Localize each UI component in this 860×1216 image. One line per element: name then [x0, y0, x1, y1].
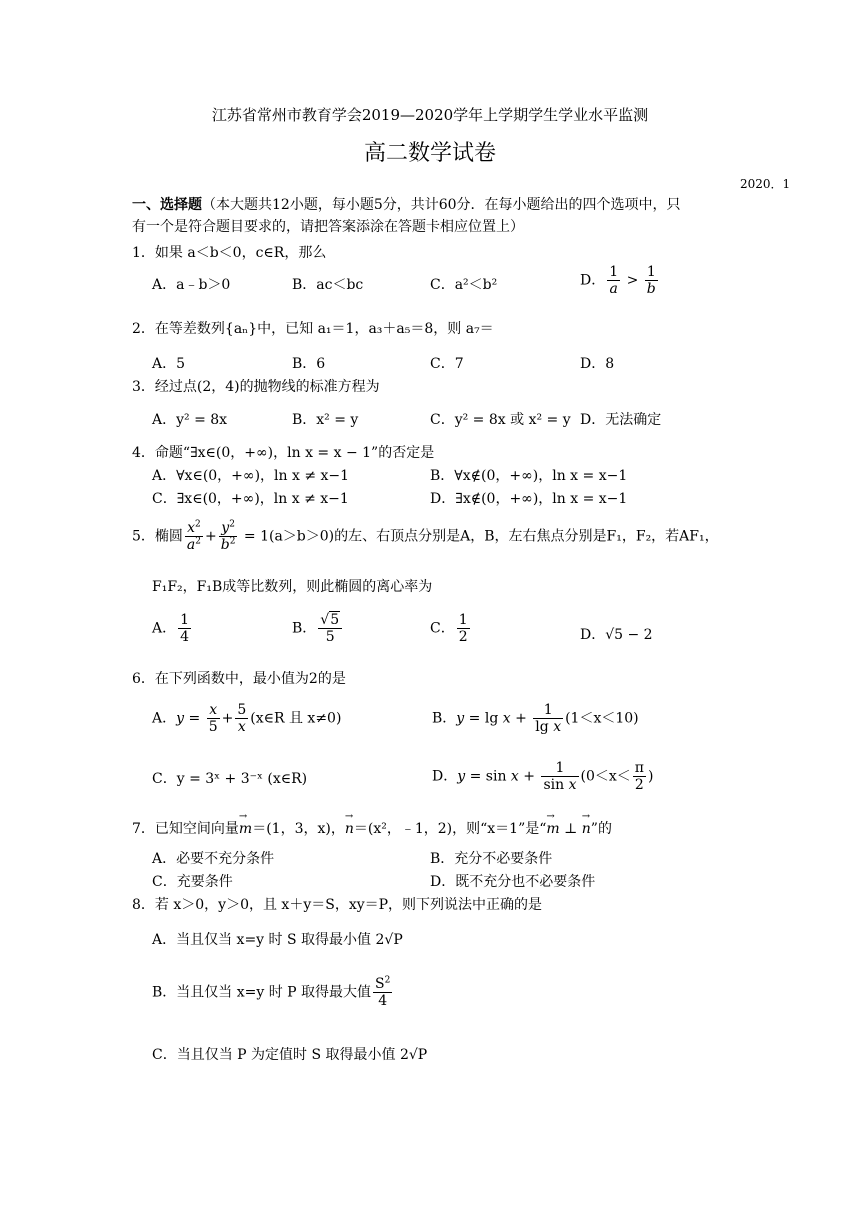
q1-option-b: B．ac＜bc [292, 277, 364, 293]
q4-option-a: A．∀x∈(0，+∞)，ln x ≠ x−1 [152, 468, 350, 484]
q5-option-a-label: A． [152, 620, 177, 637]
q8-option-b: B．当且仅当 x=y 时 P 取得最大值 $\frac{S^2}{4}$ [152, 975, 391, 1010]
q6-option-b-tail: (1＜x＜10) [565, 710, 639, 727]
q5-option-c-label: C． [430, 620, 455, 637]
q5-option-b: B． $\frac{√5}{5}$ [292, 612, 344, 645]
q7-option-d: D．既不充分也不必要条件 [430, 874, 596, 890]
q2-option-c: C．7 [430, 356, 464, 372]
q5-option-d: D．√5 − 2 [580, 627, 653, 643]
q1-stem: 1．如果 a＜b＜0，c∈R，那么 [132, 245, 327, 261]
q5-option-c: C． $\frac{1}{2}$ [430, 612, 468, 646]
exam-title: 高二数学试卷 [363, 141, 496, 166]
q1-option-d: D． $\frac{1}{a}$ > $\frac{1}{b}$ [580, 264, 656, 298]
q2-stem: 2．在等差数列{aₙ}中，已知 a₁＝1，a₃＋a₅＝8，则 a₇＝ [132, 321, 494, 337]
q7-stem-d: ”的 [590, 821, 612, 837]
q8-option-b-text: B．当且仅当 x=y 时 P 取得最大值 [152, 984, 372, 1001]
q5-option-b-label: B． [292, 620, 317, 637]
q7-stem: 7．已知空间向量→ m＝(1，3，x)，→ n＝(x²，﹣1，2)，则“x＝1”是“→ m ⊥ → n”的 [132, 822, 612, 836]
q6-option-a-tail: (x∈R 且 x≠0) [250, 710, 342, 727]
exam-date: 2020．1 [740, 177, 791, 191]
q8-option-c: C．当且仅当 P 为定值时 S 取得最小值 2√P [152, 1047, 428, 1063]
q3-option-c: C．y² = 8x 或 x² = y [430, 412, 571, 428]
q6-option-d: D．y = sin x + $\frac{1}{\text{sin x}}$ (0＜x＜ $\frac{\pi}{2}$ ) [432, 760, 654, 794]
q1-option-c: C．a²＜b² [430, 277, 498, 293]
q6-option-b: B．y = lg x + $\frac{1}{\text{lg x}}$ (1＜x＜10) [432, 702, 639, 736]
q6-option-d-tail: (0＜x＜ [580, 768, 631, 785]
q6-option-c: C．y = 3ˣ + 3⁻ˣ (x∈R) [152, 771, 308, 787]
q7-stem-c: ＝(x²，﹣1，2)，则“x＝1”是“ [353, 821, 547, 837]
q5-stem-line2: F₁F₂，F₁B成等比数列，则此椭圆的离心率为 [152, 579, 433, 595]
q6-option-b-label: B． [432, 710, 457, 727]
q3-option-d: D．无法确定 [580, 412, 662, 428]
q2-option-a: A．5 [152, 356, 186, 372]
q1-option-d-label: D． [580, 272, 606, 289]
vector-m: → m [239, 822, 252, 836]
q8-option-a: A．当且仅当 x=y 时 S 取得最小值 2√P [152, 932, 403, 948]
q6-stem: 6．在下列函数中，最小值为2的是 [132, 671, 346, 687]
q6-option-a-label: A． [152, 710, 177, 727]
q1-option-a: A．a﹣b＞0 [152, 277, 231, 293]
q7-stem-a: 7．已知空间向量 [132, 821, 239, 837]
q3-stem: 3．经过点(2，4)的抛物线的标准方程为 [132, 379, 380, 395]
q4-option-b: B．∀x∉(0，+∞)，ln x = x−1 [430, 468, 628, 484]
q7-option-b: B．充分不必要条件 [430, 851, 553, 867]
section-desc-line1: （本大题共12小题，每小题5分，共计60分．在每小题给出的四个选项中，只 [202, 197, 681, 213]
q6-option-a: A．y = $\frac{x}{5}$ + $\frac{5}{x}$ (x∈R 且 x≠0) [152, 702, 342, 736]
q7-stem-b: ＝(1，3，x)， [252, 821, 345, 837]
q5-stem: 5．椭圆 $\frac{x^2}{a^2}$ + $\frac{y^2}{b^2}$ = 1(a＞b＞0)的左、右顶点分别是A，B，左右焦点分别是F₁，F₂，若AF₁， [132, 519, 719, 554]
q2-option-b: B．6 [292, 356, 326, 372]
q5-stem-post: = 1(a＞b＞0)的左、右顶点分别是A，B，左右焦点分别是F₁，F₂，若AF₁， [239, 528, 719, 545]
q4-option-c: C．∃x∈(0，+∞)，ln x ≠ x−1 [152, 491, 349, 507]
q3-option-a: A．y² = 8x [152, 412, 228, 428]
section-heading [132, 198, 681, 212]
q5-stem-pre: 5．椭圆 [132, 528, 183, 545]
q3-option-b: B．x² = y [292, 412, 359, 428]
section-title: 一、选择题 [132, 197, 202, 213]
q8-stem: 8．若 x＞0，y＞0，且 x＋y＝S，xy＝P，则下列说法中正确的是 [132, 897, 543, 913]
q2-option-d: D．8 [580, 356, 615, 372]
q6-option-d-label: D． [432, 768, 458, 785]
vector-n: → n [345, 822, 354, 836]
q7-option-a: A．必要不充分条件 [152, 851, 275, 867]
q4-option-d: D．∃x∉(0，+∞)，ln x = x−1 [430, 491, 628, 507]
section-desc-line2: 有一个是符合题目要求的，请把答案添涂在答题卡相应位置上） [132, 219, 524, 235]
q7-option-c: C．充要条件 [152, 874, 233, 890]
q4-stem: 4．命题“∃x∈(0，+∞)，ln x = x − 1”的否定是 [132, 445, 435, 461]
exam-subtitle: 江苏省常州市教育学会2019—2020学年上学期学生学业水平监测 [211, 106, 649, 124]
q5-option-a: A． $\frac{1}{4}$ [152, 612, 190, 646]
